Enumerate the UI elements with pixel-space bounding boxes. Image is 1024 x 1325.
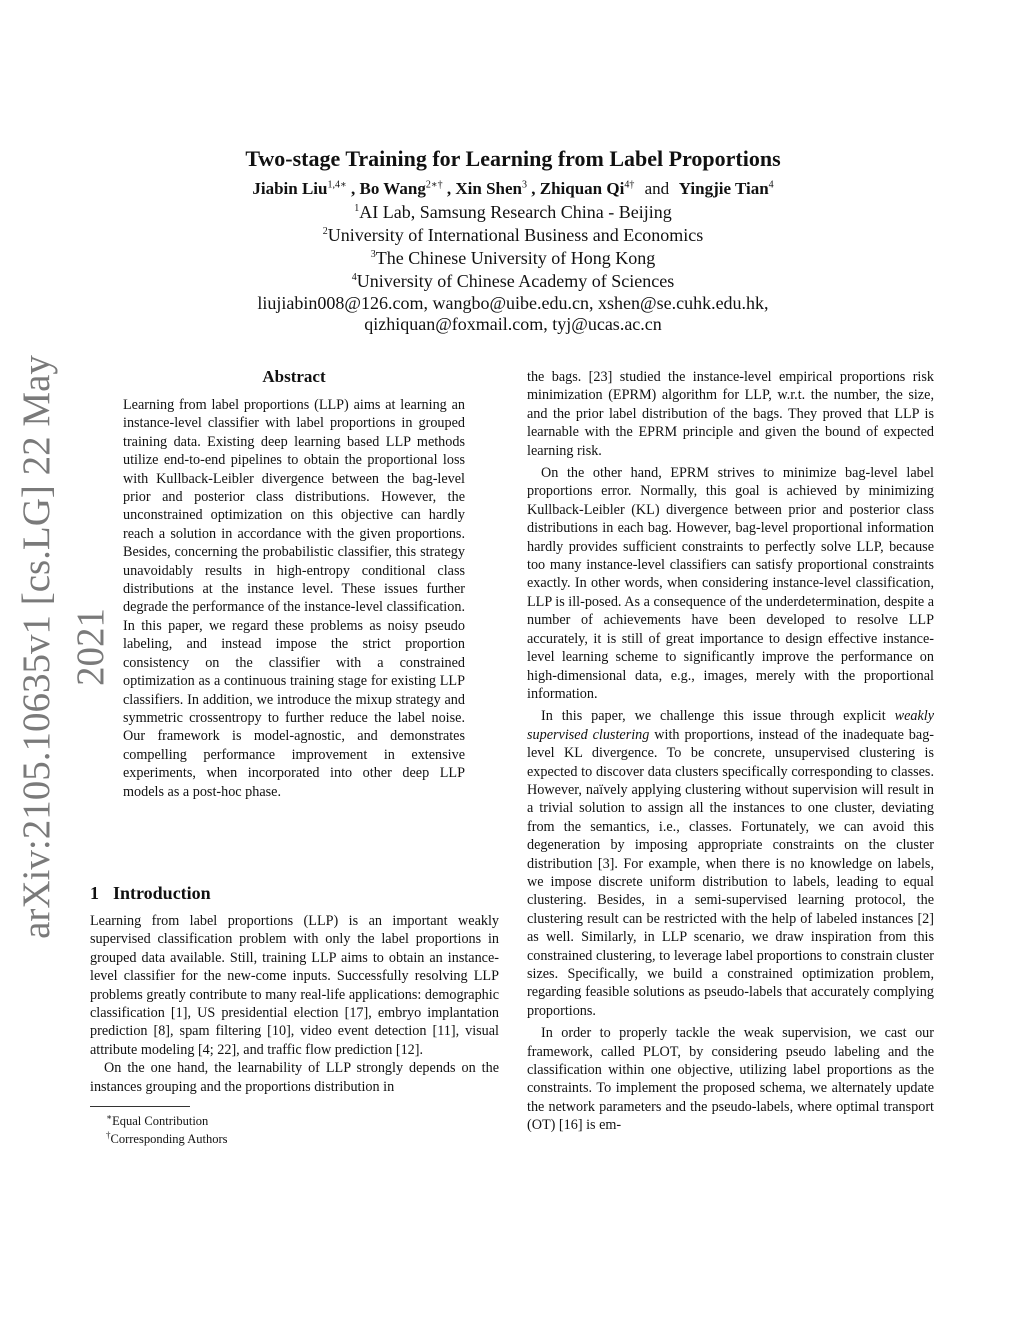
paragraph: On the one hand, the learnability of LLP strongly depends on the instances grouping and the proportions distribution in [90, 1060, 499, 1095]
email-line: qizhiquan@foxmail.com, tyj@ucas.ac.cn [364, 314, 662, 334]
paragraph: In this paper, we challenge this issue through explicit weakly supervised clustering with proportions, instead of the inadequate bag-level KL divergence. To be concrete, unsupervised clustering is expected to discover data clusters specifically corresponding to classes. However, naïvely applying clustering without supervision will result in a trivial solution to assign all the instances to one cluster, deviating from the semantics, i.e., classes. Fortunately, we can avoid this degeneration by imposing appropriate constraints on the cluster distribution [3]. For example, when there is no knowledge on labels, we impose discrete uniform distribution to labels, leading to equal clustering. Besides, in a semi-supervised learning protocol, the clustering result can be restricted with the help of labeled instances [2] as well. Similarly, in LLP scenario, we draw inspiration from this constrained clustering, to leverage label proportions to constrain cluster sizes. Specifically, we build a constrained optimization problem, regarding feasible solutions as pseudo-labels that accurately complying proportions. [527, 708, 935, 1019]
affiliation: $^2$University of International Business and Economics [322, 225, 704, 245]
abstract [123, 367, 465, 801]
author: Bo Wang$^{2∗\dagger}$ , [359, 179, 456, 198]
author: Jiabin Liu$^{1,4∗}$ , [252, 179, 360, 198]
abstract-text: Learning from label proportions (LLP) aims at learning an instance-level classifier with label proportions in grouped training data. Existing deep learning based LLP methods utilize end-to-end pipelines to obtain the proportional loss with Kullback-Leibler divergence between the bag-level prior and posterior class distributions. However, the unconstrained optimization on this objective can hardly reach a solution in accordance with the given proportions. Besides, concerning the probabilistic classifier, this strategy unavoidably results in high-entropy conditional class distributions at the instance level. These issues further degrade the performance of the instance-level classification. In this paper, we regard these problems as noisy pseudo labeling, and instead impose the strict proportion consistency on the classifier with a constrained optimization as a continuous training stage for existing LLP classifiers. In addition, we introduce the mixup strategy and symmetric crossentropy to further reduce the label noise. Our framework is model-agnostic, and demonstrates compelling performance improvement in extensive experiments, when incorporated into other deep LLP models as a post-hoc phase. [123, 397, 465, 800]
section-heading: 1 Introduction [90, 883, 211, 903]
affiliation: $^3$The Chinese University of Hong Kong [370, 248, 656, 268]
footnote-rule [90, 1106, 190, 1107]
right-column [527, 368, 934, 1135]
paragraph: the bags. [23] studied the instance-level empirical proportions risk minimization (EPRM) algorithm for LLP, w.r.t. the number, the size, and the prior label distribution of the bags. They proved that LLP is learnable with the EPRM principle and given the bound of expected learning risk. [527, 369, 934, 459]
affiliation: $^4$University of Chinese Academy of Sciences [351, 271, 675, 291]
paper-title: Two-stage Training for Learning from Label Proportions [245, 146, 781, 171]
footnote: ∗Equal Contribution [106, 1111, 209, 1129]
introduction-section [90, 882, 499, 1148]
email-line: liujiabin008@126.com, wangbo@uibe.edu.cn, xshen@se.cuhk.edu.hk, [257, 293, 769, 313]
author: Yingjie Tian$^4$ [678, 179, 774, 198]
paper-header [90, 145, 936, 335]
paragraph: On the other hand, EPRM strives to minimize bag-level label proportions error. Normally, this goal is achieved by minimizing Kullback-Leibler (KL) divergence between prior and posterior class distributions in each bag. However, bag-level proportional information hardly provides sufficient constraints to perfectly solve LLP, because too many instance-level classifiers can satisfy proportional constraints exactly. In other words, when considering instance-level classification, LLP is ill-posed. As a consequence of the underdetermination, despite a number of achievements have been developed to resolve LLP accurately, it is still of great importance to design effective instance-level learning scheme to significantly improve the performance on high-dimensional data, e.g., images, merely with the proportional information. [527, 465, 934, 702]
footnote: †Corresponding Authors [106, 1129, 228, 1147]
abstract-heading: Abstract [262, 367, 326, 386]
paragraph: Learning from label proportions (LLP) is an important weakly supervised classification problem with only the label proportions in grouped data available. Still, training LLP aims to obtain an instance-level classifier for the new-come inputs. Successfully resolving LLP problems greatly contribute to many real-life applications: demographic classification [1], US presidential election [17], embryo implantation prediction [8], spam filtering [10], video event detection [11], visual attribute modeling [4; 22], and traffic flow prediction [12]. [90, 913, 499, 1058]
emphasis: weakly supervised clustering [527, 708, 934, 743]
paragraph: In order to properly tackle the weak supervision, we cast our framework, called PLOT, by considering pseudo labeling and the classification within one objective, utilizing label proportions as the constraints. To implement the proposed schema, we alternately update the network parameters and the pseudo-labels, where optimal transport (OT) [16] is em- [527, 1025, 934, 1134]
author: Xin Shen$^3$ , [455, 179, 540, 198]
arxiv-stamp: arXiv:2105.10635v1 [cs.LG] 22 May 2021 [15, 355, 112, 939]
affiliation: $^1$AI Lab, Samsung Research China - Beijing [354, 202, 672, 222]
author-list [90, 177, 936, 201]
author: Zhiquan $Qi^{4\dagger}$ [539, 179, 635, 198]
and-word: and [644, 179, 670, 198]
